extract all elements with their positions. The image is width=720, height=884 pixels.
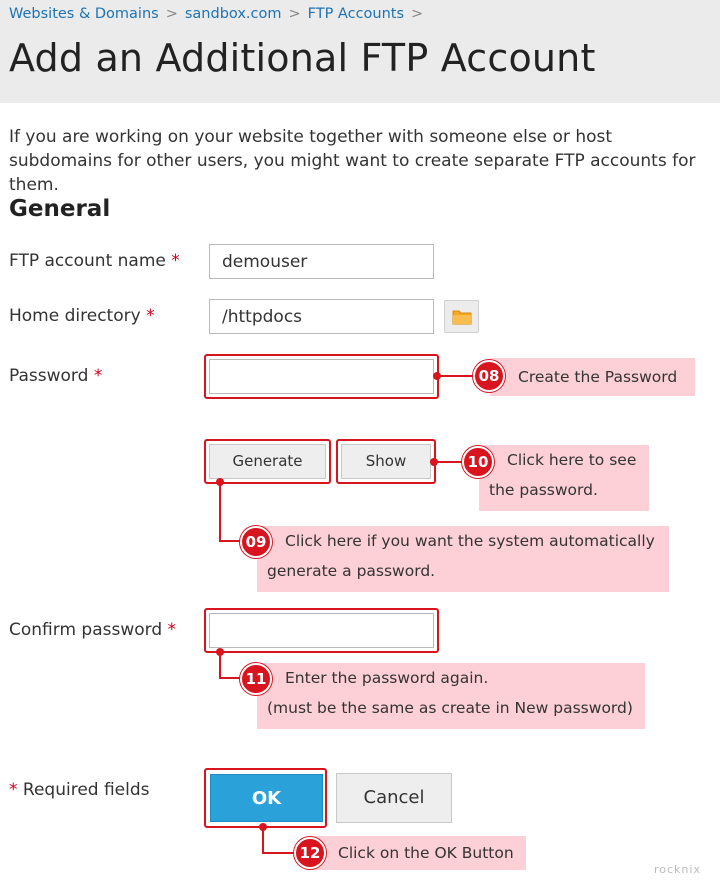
- confirm-password-label: [9, 620, 176, 640]
- password-label: [9, 366, 102, 386]
- callout-09-number: 09: [240, 526, 272, 558]
- page-header: [0, 0, 720, 103]
- chevron-right-icon: >: [411, 6, 424, 22]
- chevron-right-icon: >: [165, 6, 178, 22]
- password-label-text: Password: [9, 366, 89, 386]
- callout-09-connector-v: [219, 482, 221, 542]
- callout-12-connector-v: [262, 827, 264, 854]
- breadcrumb: [9, 6, 430, 22]
- callout-09-line1: Click here if you want the system automatically: [285, 532, 655, 550]
- page-title: Add an Additional FTP Account: [9, 36, 596, 80]
- breadcrumb-ftp-accounts[interactable]: FTP Accounts: [307, 6, 405, 22]
- password-input[interactable]: [209, 359, 434, 394]
- required-asterisk: *: [171, 251, 180, 271]
- required-asterisk: *: [9, 780, 18, 800]
- callout-08-number: 08: [473, 360, 505, 392]
- callout-09-line2: generate a password.: [267, 562, 436, 580]
- breadcrumb-websites-domains[interactable]: Websites & Domains: [9, 6, 159, 22]
- ftp-account-name-label: [9, 251, 180, 271]
- callout-11-connector-v: [219, 652, 221, 679]
- callout-11-line1: Enter the password again.: [285, 669, 489, 687]
- home-directory-label: [9, 306, 155, 326]
- callout-11-number: 11: [240, 663, 272, 695]
- required-fields-note: [9, 780, 150, 800]
- ftp-account-name-input[interactable]: demouser: [209, 244, 434, 279]
- callout-12-text: Click on the OK Button: [338, 844, 514, 862]
- required-fields-text: Required fields: [22, 780, 150, 800]
- confirm-password-label-text: Confirm password: [9, 620, 163, 640]
- callout-10-number: 10: [462, 446, 494, 478]
- required-asterisk: *: [93, 366, 103, 386]
- home-directory-input[interactable]: /httpdocs: [209, 299, 434, 334]
- callout-10-line1: Click here to see: [507, 451, 637, 469]
- home-directory-label-text: Home directory: [9, 306, 141, 326]
- callout-11-line2: (must be the same as create in New password): [267, 699, 633, 717]
- folder-icon: [452, 308, 472, 325]
- generate-button[interactable]: Generate: [209, 444, 326, 479]
- callout-08: [490, 358, 695, 396]
- ok-button[interactable]: OK: [210, 774, 323, 822]
- required-asterisk: *: [167, 620, 177, 640]
- callout-10-line2: the password.: [489, 481, 598, 499]
- required-asterisk: *: [146, 306, 155, 326]
- chevron-right-icon: >: [288, 6, 301, 22]
- browse-folder-button[interactable]: [444, 300, 479, 333]
- callout-10: [479, 445, 649, 511]
- ftp-account-name-label-text: FTP account name: [9, 251, 166, 271]
- show-button[interactable]: Show: [341, 444, 431, 479]
- callout-10-connector: [434, 461, 464, 463]
- callout-11: [257, 663, 645, 729]
- callout-12: [311, 836, 526, 870]
- confirm-password-input[interactable]: [209, 613, 434, 648]
- watermark: rocknix: [654, 863, 701, 876]
- callout-12-connector-h: [262, 852, 297, 854]
- cancel-button[interactable]: Cancel: [336, 773, 452, 823]
- section-title-general: General: [9, 196, 111, 222]
- callout-08-text: Create the Password: [518, 368, 678, 386]
- callout-09: [257, 526, 669, 592]
- intro-text: If you are working on your website together with someone else or host subdomains for other users, you might want to create separate FTP accounts for them.: [9, 127, 696, 195]
- breadcrumb-sandbox[interactable]: sandbox.com: [184, 6, 282, 22]
- callout-12-number: 12: [294, 837, 326, 869]
